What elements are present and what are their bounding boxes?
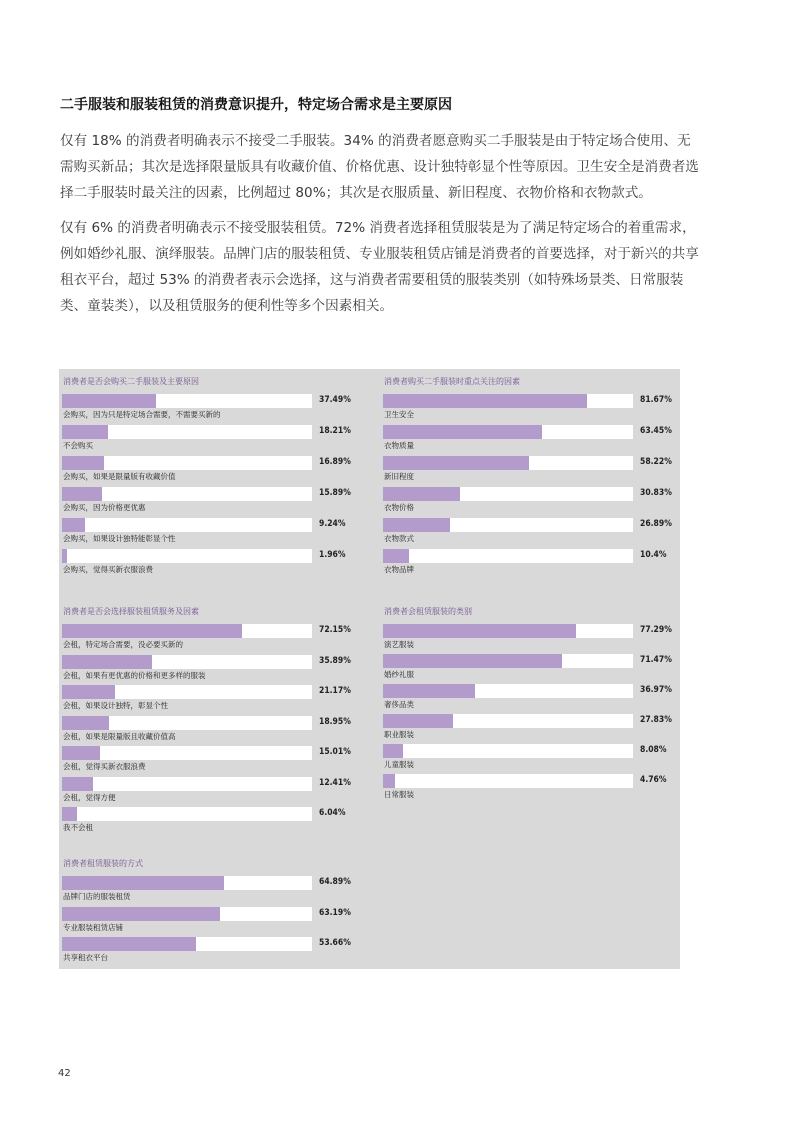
bar [62, 518, 85, 532]
bar-row [380, 684, 690, 714]
bar-category-label: 衣物价格 [384, 503, 414, 512]
bar-category-label: 会租，如果是限量版且收藏价值高 [63, 731, 176, 741]
bar-track [62, 655, 312, 669]
bar [383, 425, 542, 439]
bar-track [62, 425, 312, 439]
bar-row [380, 624, 690, 654]
bar [62, 425, 108, 439]
bar-category-label: 卫生安全 [384, 410, 414, 419]
bar-category-label: 会租，如果设计独特，彰显个性 [63, 701, 168, 710]
bar-category-label: 新旧程度 [384, 472, 414, 481]
bar-row [380, 518, 690, 548]
bar-category-label: 婚纱礼服 [384, 670, 414, 679]
bar-track [62, 907, 312, 921]
bar-row [59, 685, 369, 715]
bar-value-label: 27.83% [640, 715, 672, 725]
bar [383, 654, 562, 668]
bar-category-label: 奢侈品类 [384, 700, 414, 709]
bar-value-label: 8.08% [640, 745, 667, 755]
chart-secondhand-purchase [59, 369, 377, 599]
bar [62, 876, 224, 890]
bar-track [383, 518, 633, 532]
bar-row [59, 549, 369, 579]
bar [383, 487, 460, 501]
bar [383, 518, 450, 532]
bar [62, 655, 152, 669]
bar-row [59, 716, 369, 746]
bar-track [383, 549, 633, 563]
bar [383, 394, 587, 408]
bar-row [380, 394, 690, 424]
bar-track [383, 394, 633, 408]
bar [383, 714, 453, 728]
bar-row [380, 714, 690, 744]
bar-row [380, 456, 690, 486]
bar-category-label: 专业服装租赁店铺 [63, 922, 123, 932]
bar-category-label: 我不会租 [63, 823, 93, 832]
bar-track [62, 876, 312, 890]
bar [383, 456, 529, 470]
bar-value-label: 77.29% [640, 625, 672, 635]
bar [383, 744, 403, 758]
bar [62, 716, 109, 730]
chart-secondhand-factors [380, 369, 680, 599]
bar-track [62, 549, 312, 563]
bar-value-label: 18.21% [319, 426, 351, 436]
bar-value-label: 64.89% [319, 877, 351, 887]
bar-track [383, 487, 633, 501]
bar-category-label: 会租，觉得买新衣服浪费 [63, 762, 146, 771]
bar-value-label: 4.76% [640, 775, 667, 785]
bar-category-label: 会租，如果有更优惠的价格和更多样的服装 [63, 670, 206, 680]
chart-rental-willingness [59, 599, 377, 849]
bar-row [59, 487, 369, 517]
chart-title: 消费者租赁服装的方式 [63, 859, 143, 868]
bar-category-label: 共享租衣平台 [63, 953, 108, 962]
bar [383, 774, 395, 788]
bar-value-label: 72.15% [319, 625, 351, 635]
bar-row [59, 807, 369, 837]
chart-title: 消费者会租赁服装的类别 [384, 607, 472, 616]
bar-row [59, 746, 369, 776]
bar-track [383, 714, 633, 728]
bar-track [62, 937, 312, 951]
chart-title: 消费者是否会购买二手服装及主要原因 [63, 377, 199, 386]
chart-rental-channels [59, 851, 377, 969]
bar-category-label: 日常服装 [384, 790, 414, 799]
page-number: 42 [58, 1068, 71, 1079]
bar [62, 907, 220, 921]
bar-row [59, 425, 369, 455]
bar-value-label: 1.96% [319, 550, 346, 560]
chart-title: 消费者购买二手服装时重点关注的因素 [384, 377, 520, 386]
bar-row [59, 394, 369, 424]
bar-track [62, 456, 312, 470]
bar-row [59, 937, 369, 967]
bar-row [59, 907, 369, 937]
bar-category-label: 会租，特定场合需要，没必要买新的 [63, 640, 183, 649]
bar-row [380, 744, 690, 774]
bar-value-label: 30.83% [640, 488, 672, 498]
bar-row [59, 518, 369, 548]
bar [62, 394, 156, 408]
bar-track [62, 716, 312, 730]
bar-category-label: 不会购买 [63, 441, 93, 450]
bar-track [62, 746, 312, 760]
bar-value-label: 21.17% [319, 686, 351, 696]
bar-track [62, 394, 312, 408]
bar [62, 487, 102, 501]
bar-value-label: 58.22% [640, 457, 672, 467]
chart-title: 消费者是否会选择服装租赁服务及因素 [63, 607, 199, 616]
bar-category-label: 会购买，觉得买新衣服浪费 [63, 565, 153, 574]
bar-category-label: 会购买，因为价格更优惠 [63, 503, 146, 512]
bar [62, 807, 77, 821]
bar-category-label: 衣物质量 [384, 441, 414, 450]
bar [62, 549, 67, 563]
bar-row [380, 549, 690, 579]
bar-category-label: 演艺服装 [384, 640, 414, 649]
bar-category-label: 职业服装 [384, 730, 414, 739]
bar-value-label: 71.47% [640, 655, 672, 665]
bar-category-label: 会购买，如果是限量版有收藏价值 [63, 472, 176, 481]
bar [383, 684, 475, 698]
bar-track [62, 518, 312, 532]
bar-row [59, 876, 369, 906]
bar-track [383, 654, 633, 668]
bar [62, 624, 242, 638]
bar-track [383, 744, 633, 758]
bar [62, 937, 196, 951]
bar [62, 746, 100, 760]
bar-track [383, 624, 633, 638]
bar-value-label: 63.45% [640, 426, 672, 436]
bar-value-label: 18.95% [319, 716, 351, 727]
bar [62, 777, 93, 791]
section-heading: 二手服装和服装租赁的消费意识提升，特定场合需求是主要原因 [60, 97, 452, 113]
bar-value-label: 37.49% [319, 395, 351, 405]
bar-value-label: 16.89% [319, 457, 351, 467]
bar-category-label: 品牌门店的服装租赁 [63, 892, 131, 901]
bar-value-label: 15.01% [319, 747, 351, 757]
bar-track [62, 487, 312, 501]
bar-category-label: 衣物品牌 [384, 565, 414, 574]
bar-category-label: 会租，觉得方便 [63, 792, 116, 802]
bar-track [62, 624, 312, 638]
bar-category-label: 会购买，因为只是特定场合需要，不需要买新的 [63, 410, 221, 419]
bar-row [59, 456, 369, 486]
bar-value-label: 63.19% [319, 907, 351, 918]
bar-category-label: 儿童服装 [384, 760, 414, 769]
bar-value-label: 15.89% [319, 488, 351, 498]
bar-value-label: 9.24% [319, 519, 346, 529]
bar-track [383, 684, 633, 698]
bar [383, 624, 576, 638]
bar [62, 456, 104, 470]
bar-value-label: 26.89% [640, 519, 672, 529]
bar-value-label: 6.04% [319, 808, 346, 818]
bar-row [380, 774, 690, 804]
bar-track [62, 777, 312, 791]
bar-value-label: 53.66% [319, 938, 351, 948]
bar-row [380, 487, 690, 517]
bar-row [59, 655, 369, 685]
bar-track [383, 425, 633, 439]
bar-value-label: 81.67% [640, 395, 672, 405]
bar-track [383, 774, 633, 788]
bar-track [62, 807, 312, 821]
bar-value-label: 35.89% [319, 655, 351, 666]
paragraph-rental: 仅有 6% 的消费者明确表示不接受服装租赁。72% 消费者选择租赁服装是为了满足特定场合的着重需求，例如婚纱礼服、演绎服装。品牌门店的服装租赁、专业服装租赁店铺是消费者的首要选择，对于新兴的共享租衣平台，超过 53% 的消费者表示会选择，这与消费者需要租赁的服装类别（如特殊场景类、日常服装类、童装类），以及租赁服务的便利性等多个因素相关。 [60, 220, 699, 314]
bar-row [59, 777, 369, 807]
bar-track [62, 685, 312, 699]
charts-panel [59, 369, 680, 969]
bar-row [380, 425, 690, 455]
bar-row [59, 624, 369, 654]
bar-category-label: 会购买，如果设计独特能彰显个性 [63, 534, 176, 543]
paragraph-secondhand: 仅有 18% 的消费者明确表示不接受二手服装。34% 的消费者愿意购买二手服装是由于特定场合使用、无需购买新品；其次是选择限量版具有收藏价值、价格优惠、设计独特彰显个性等原因。卫生安全是消费者选择二手服装时最关注的因素，比例超过 80%；其次是衣服质量、新旧程度、衣物价格和衣物款式。 [60, 133, 699, 201]
chart-rental-categories [380, 599, 680, 849]
bar-track [383, 456, 633, 470]
bar-value-label: 36.97% [640, 685, 672, 695]
bar-value-label: 10.4% [640, 550, 667, 560]
bar-value-label: 12.41% [319, 777, 351, 788]
bar-row [380, 654, 690, 684]
bar-category-label: 衣物款式 [384, 534, 414, 543]
bar [62, 685, 115, 699]
bar [383, 549, 409, 563]
